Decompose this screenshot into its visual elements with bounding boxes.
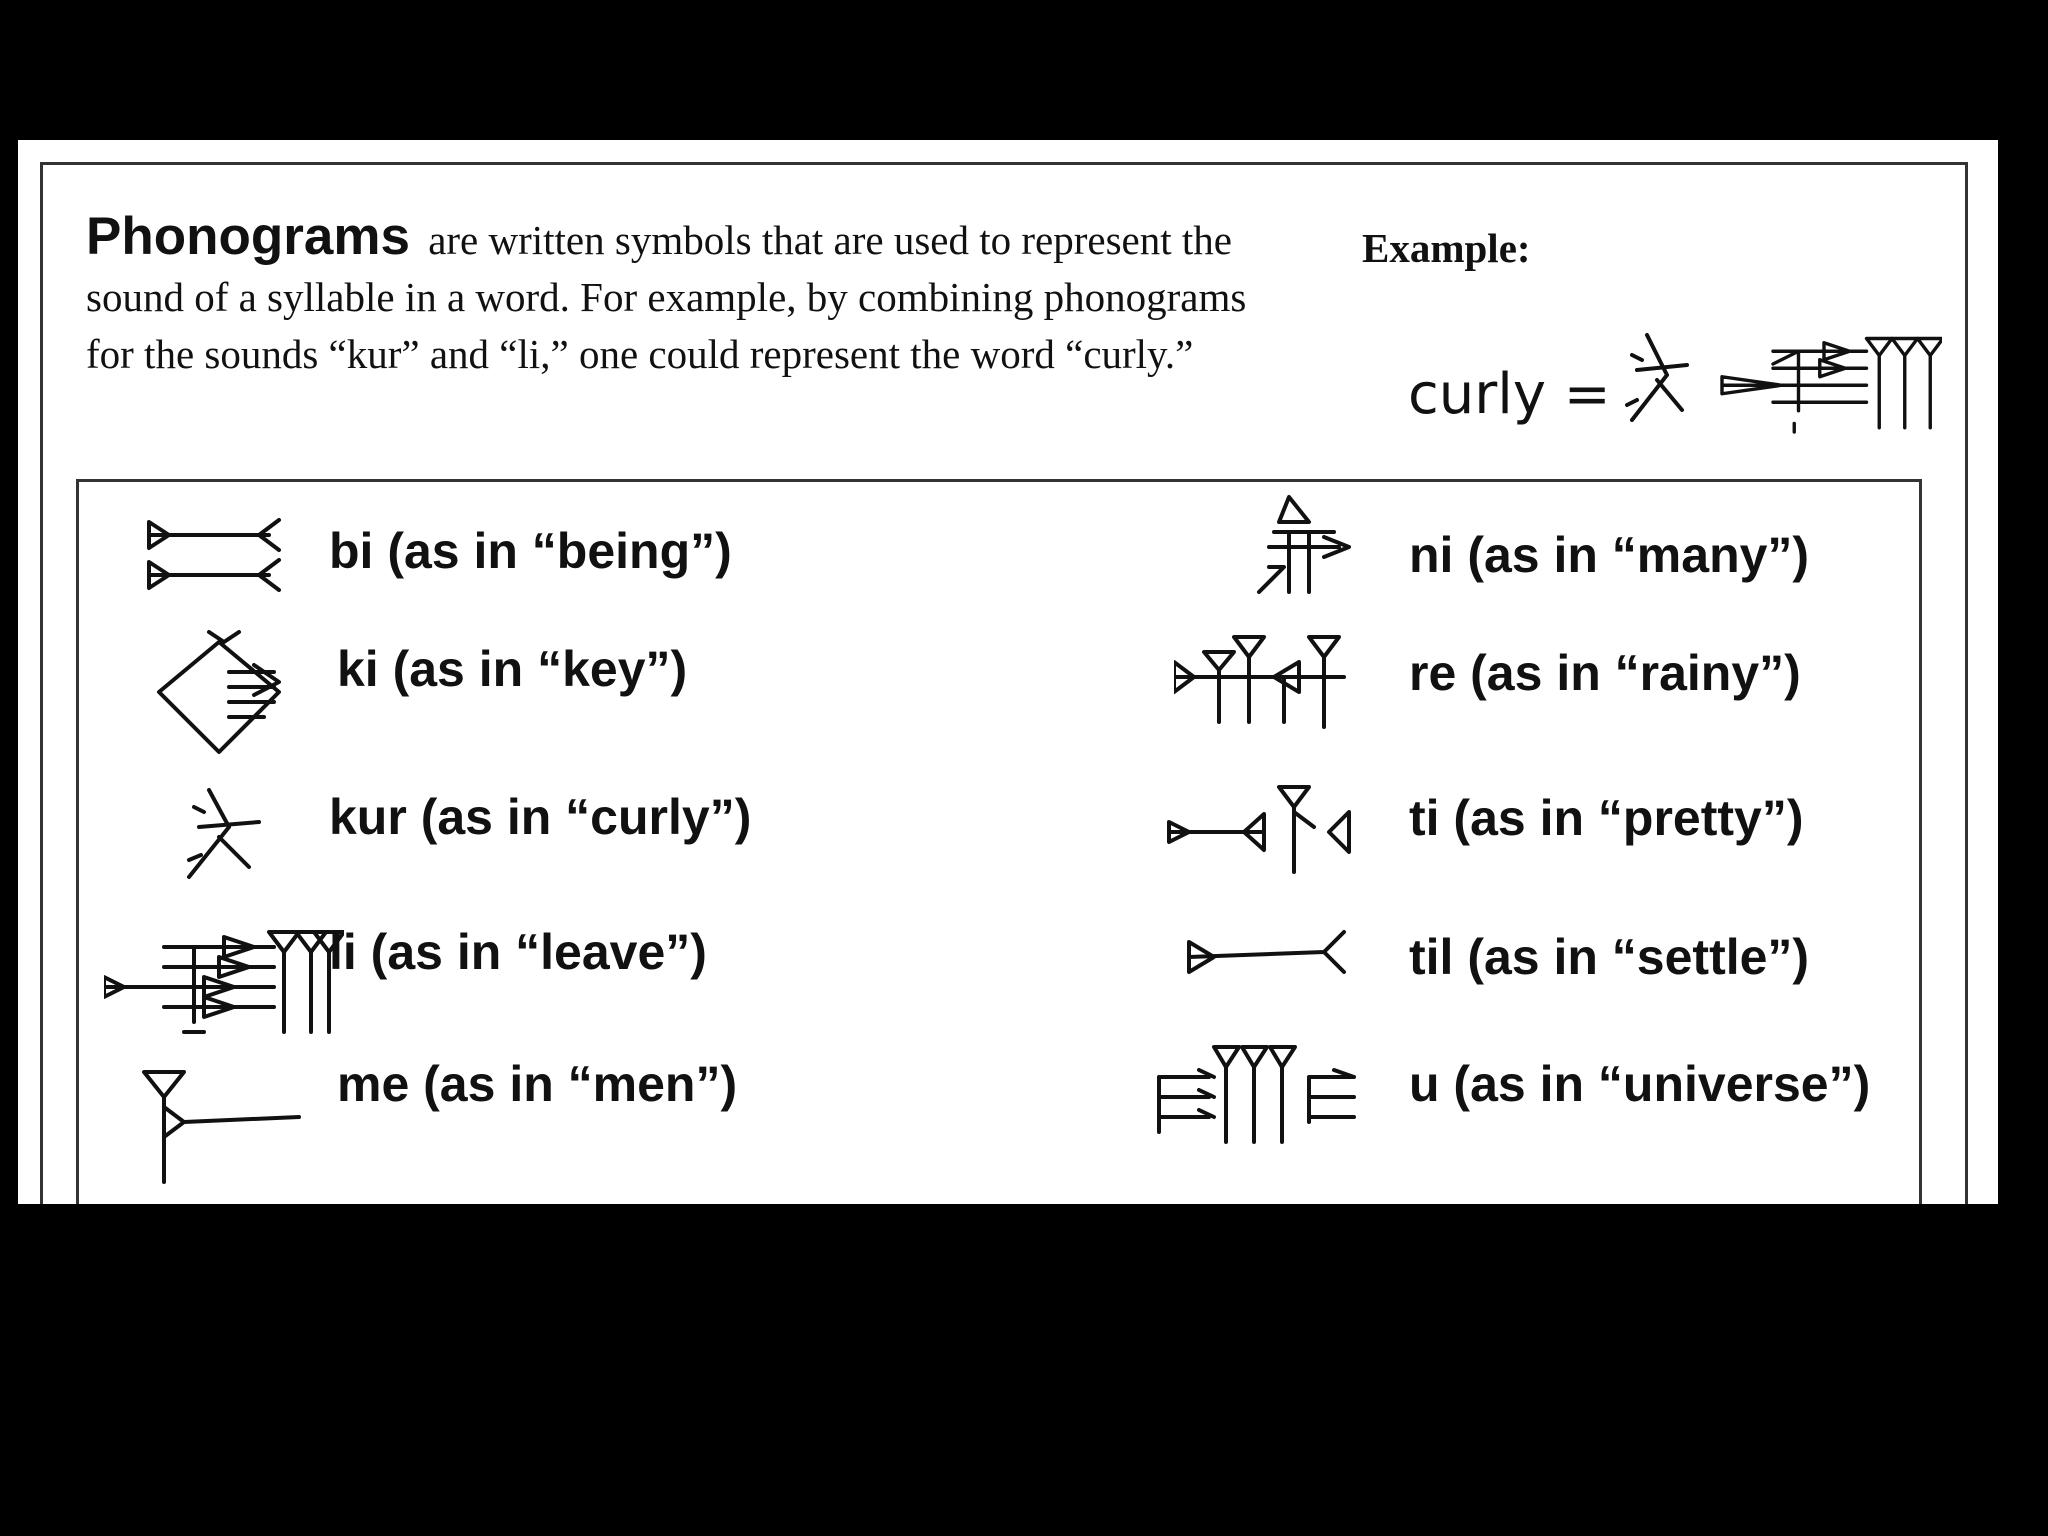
sign-label: ni (as in “many”) — [1409, 527, 1810, 583]
re-sign-icon — [1174, 632, 1349, 732]
phonogram-table — [76, 479, 1922, 1204]
ki-sign-icon — [149, 627, 289, 762]
li-sign-icon — [104, 922, 344, 1042]
sign-label: u (as in “universe”) — [1409, 1056, 1871, 1112]
intro-paragraph — [86, 208, 1266, 383]
sign-label: bi (as in “being”) — [329, 523, 732, 579]
kur-sign-icon — [1627, 335, 1687, 420]
bi-sign-icon — [139, 510, 289, 600]
sign-label: kur (as in “curly”) — [329, 789, 752, 845]
worksheet — [18, 140, 1998, 1204]
example-label: Example: — [1362, 225, 1531, 271]
intro-term: Phonograms — [86, 207, 410, 266]
sign-label: til (as in “settle”) — [1409, 929, 1810, 985]
sign-label: me (as in “men”) — [337, 1056, 738, 1112]
u-sign-icon — [1154, 1042, 1364, 1152]
til-sign-icon — [1179, 917, 1349, 997]
ni-sign-icon — [1254, 492, 1364, 607]
sign-label: ki (as in “key”) — [337, 641, 688, 697]
sign-label: li (as in “leave”) — [329, 924, 707, 980]
me-sign-icon — [139, 1067, 309, 1187]
intro-text: are written symbols that are used to represent the sound of a syllable in a word. For example, by combining phonograms for the sounds “kur” and “li,” one could represent the word “curly.” — [86, 217, 1247, 377]
sign-label: ti (as in “pretty”) — [1409, 790, 1804, 846]
kur-sign-icon — [174, 782, 284, 892]
example-curly-glyphs — [1612, 325, 1942, 455]
sign-label: re (as in “rainy”) — [1409, 645, 1801, 701]
li-sign-icon — [1722, 339, 1942, 433]
example-word: curly = — [1408, 362, 1611, 427]
ti-sign-icon — [1164, 782, 1359, 882]
